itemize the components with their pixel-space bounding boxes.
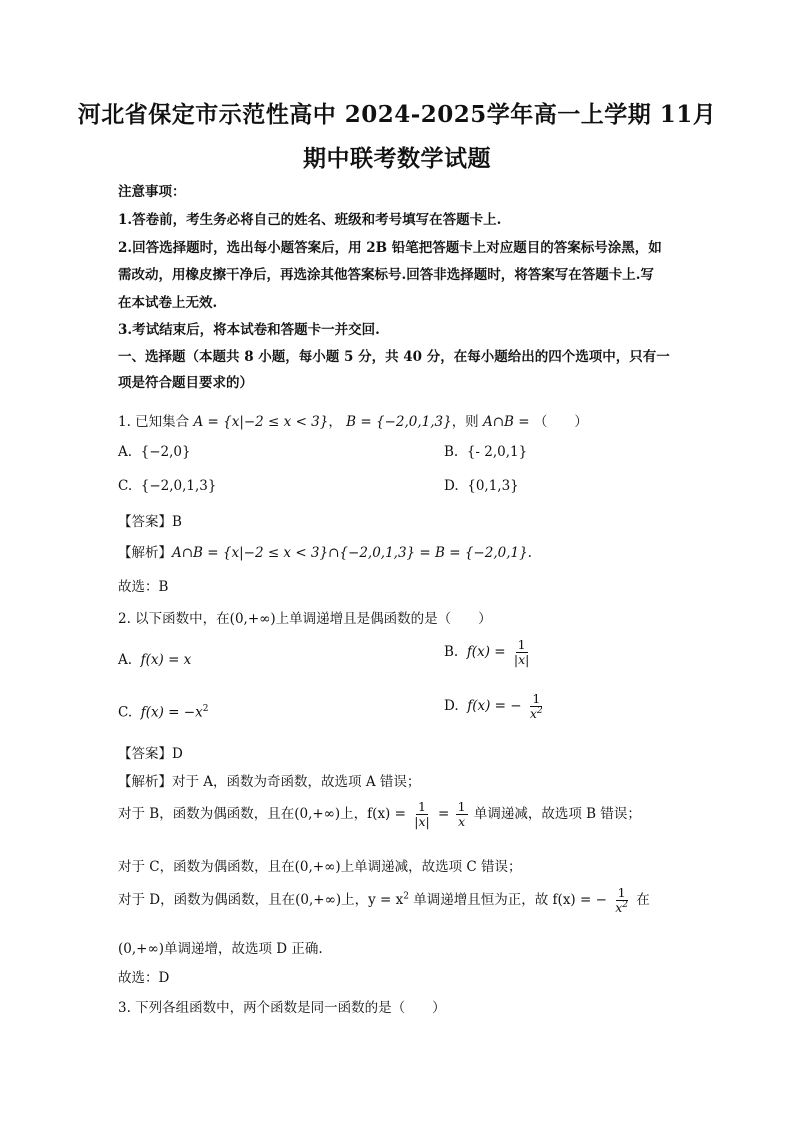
- q2-analysis-b: 对于 B，函数为偶函数，且在(0,+∞)上，f(x) = $\frac{1}{|x|}$ = $\frac{1}{x}$ 单调递减，故选项 B 错误；: [118, 799, 641, 829]
- q2-analysis-c: 对于 C，函数为偶函数，且在(0,+∞)上单调递减，故选项 C 错误；: [118, 859, 522, 875]
- q2-analysis-a: 【解析】对于 A，函数为奇函数，故选项 A 错误；: [118, 774, 421, 790]
- section-heading-cont: 项是符合题目要求的）: [118, 375, 253, 391]
- fraction: $\frac{1}{|x|}$: [414, 799, 430, 829]
- q2-option-a: A. f(x) = x: [118, 652, 192, 668]
- notice-item: 在本试卷上无效.: [118, 295, 218, 311]
- q2-option-d: D. f(x) = − $\frac{1}{x^2}$: [444, 691, 543, 721]
- q1-choose: 故选：B: [118, 579, 169, 595]
- fraction: $\frac{1}{x^2}$: [615, 885, 628, 915]
- q2-option-b: B. f(x) = $\frac{1}{|x|}$: [444, 637, 530, 667]
- q1-answer: 【答案】B: [118, 514, 182, 530]
- q1-analysis: 【解析】A∩B = {x|−2 ≤ x < 3}∩{−2,0,1,3} = B = {−2,0,1}.: [118, 545, 532, 561]
- q1-option-d: D. {0,1,3}: [444, 478, 519, 494]
- question-3-stem: 3. 下列各组函数中，两个函数是同一函数的是（ ）: [118, 1000, 446, 1016]
- notice-item: 1.答卷前，考生务必将自己的姓名、班级和考号填写在答题卡上.: [118, 212, 502, 228]
- q2-answer: 【答案】D: [118, 746, 183, 762]
- exam-title-line2: 期中联考数学试题: [303, 145, 491, 172]
- q2-analysis-d-cont: (0,+∞)单调递增，故选项 D 正确.: [118, 941, 323, 957]
- notice-item: 需改动，用橡皮擦干净后，再选涂其他答案标号.回答非选择题时，将答案写在答题卡上.写: [118, 267, 654, 283]
- q1-option-a: A. {−2,0}: [118, 444, 191, 460]
- fraction: $\frac{1}{|x|}$: [513, 637, 530, 667]
- q2-option-c: C. $f(x) = -x^2$: [118, 704, 209, 721]
- exam-title-line1: 河北省保定市示范性高中 2024-2025学年高一上学期 11月: [77, 101, 717, 128]
- set-b: B = {−2,0,1,3}: [346, 414, 452, 430]
- q1-option-b: B. {- 2,0,1}: [444, 444, 528, 460]
- question-1-stem: 1. 已知集合 A = {x|−2 ≤ x < 3}， B = {−2,0,1,3}，则 A∩B = （ ）: [118, 414, 588, 430]
- q1-option-c: C. {−2,0,1,3}: [118, 478, 217, 494]
- q2-analysis-d: 对于 D，函数为偶函数，且在(0,+∞)上，$y = x^2$ 单调递增且恒为正，故 f(x) = − $\frac{1}{x^2}$ 在: [118, 885, 650, 915]
- q2-choose: 故选：D: [118, 970, 170, 986]
- set-a: A = {x|−2 ≤ x < 3}: [193, 414, 329, 430]
- section-heading: 一、选择题（本题共 8 小题，每小题 5 分，共 40 分，在每小题给出的四个选项中，只有一: [118, 349, 670, 365]
- fraction: $\frac{1}{x}$: [457, 799, 466, 829]
- notice-item: 2.回答选择题时，选出每小题答案后，用 2B 铅笔把答题卡上对应题目的答案标号涂黑，如: [118, 240, 662, 256]
- notice-item: 3.考试结束后，将本试卷和答题卡一并交回.: [118, 322, 380, 338]
- question-2-stem: 2. 以下函数中，在(0,+∞)上单调递增且是偶函数的是（ ）: [118, 611, 492, 627]
- fraction: $\frac{1}{x^2}$: [529, 691, 543, 721]
- notice-heading: 注意事项：: [118, 184, 186, 200]
